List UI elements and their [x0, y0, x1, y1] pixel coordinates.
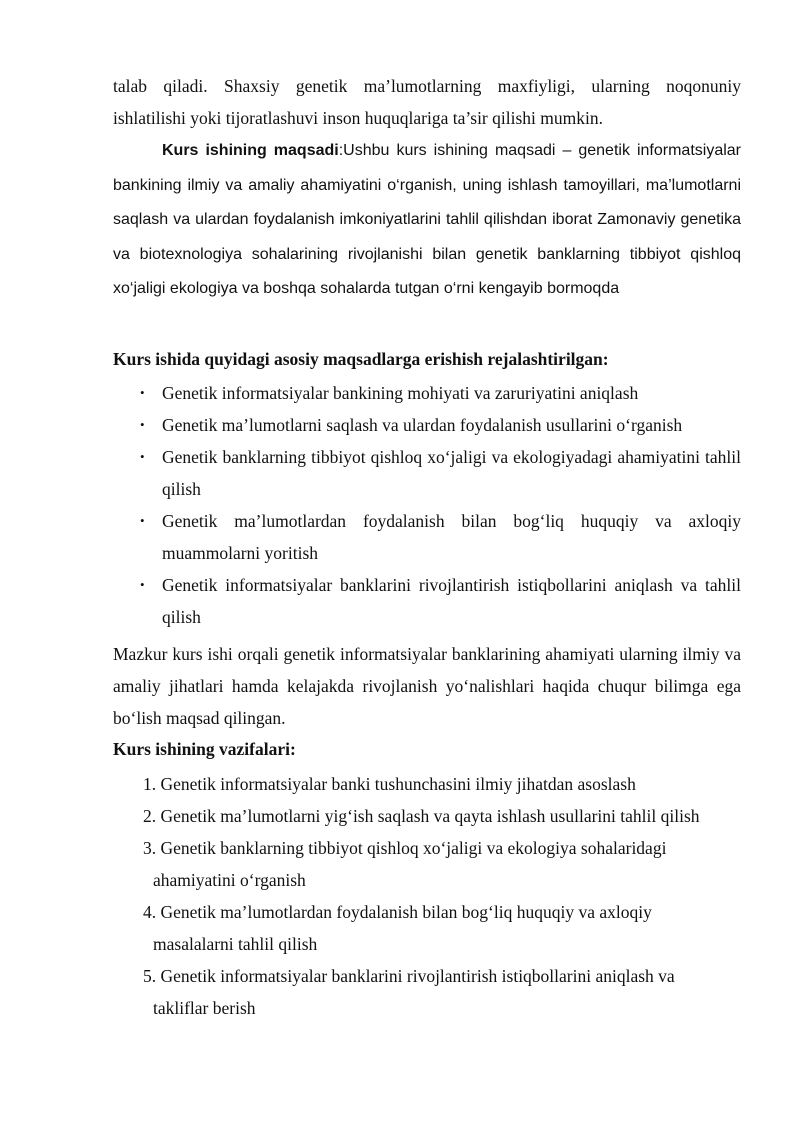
bullet-icon: • — [140, 577, 145, 592]
list-item: • Genetik banklarning tibbiyot qishloq xo‘jaligi va ekologiyadagi ahamiyatini tahlil qilish — [113, 441, 741, 505]
bullet-icon: • — [140, 385, 145, 400]
summary-paragraph: Mazkur kurs ishi orqali genetik informatsiyalar banklarining ahamiyati ularning ilmiy va amaliy jihatlari hamda kelajakda rivojlanish yo‘nalishlari haqida chuqur bilimga ega bo‘lish maqsad qilingan. — [113, 644, 741, 728]
list-item: • Genetik ma’lumotlardan foydalanish bilan bog‘liq huquqiy va axloqiy muammolarni yoritish — [113, 505, 741, 569]
top-paragraph-line-2: ishlatilishi yoki tijoratlashuvi inson huquqlariga ta’sir qilishi mumkin. — [113, 108, 603, 128]
top-paragraph-line-1: talab qiladi. Shaxsiy genetik ma’lumotlarning maxfiyligi, ularning noqonuniy — [113, 76, 741, 96]
goals-list — [113, 377, 741, 633]
list-item: 2. Genetik ma’lumotlarni yig‘ish saqlash va qayta ishlash usullarini tahlil qilish — [143, 806, 700, 826]
goal-label: Kurs ishining maqsadi — [162, 142, 339, 159]
bullet-icon: • — [140, 417, 145, 432]
bullet-icon: • — [140, 449, 145, 464]
list-item: 5. Genetik informatsiyalar banklarini rivojlantirish istiqbollarini aniqlash va takliflar berish — [143, 966, 675, 1018]
list-item: • Genetik informatsiyalar banklarini rivojlantirish istiqbollarini aniqlash va tahlil qilish — [113, 569, 741, 633]
tasks-heading: Kurs ishining vazifalari: — [113, 739, 296, 759]
list-item: 1. Genetik informatsiyalar banki tushunchasini ilmiy jihatdan asoslash — [143, 774, 636, 794]
goals-heading: Kurs ishida quyidagi asosiy maqsadlarga erishish rejalashtirilgan: — [113, 349, 609, 369]
list-item: • Genetik ma’lumotlarni saqlash va ulardan foydalanish usullarini o‘rganish — [113, 409, 741, 441]
goal-text: :Ushbu kurs ishining maqsadi – genetik informatsiyalar bankining ilmiy va amaliy ahamiyatini o‘rganish, uning ishlash tamoyillari, ma’lumotlarni saqlash va ulardan foydalanish imkoniyatlarini tahlil qilishdan iborat Zamonaviy genetika va biotexnologiya sohalarining rivojlanishi bilan genetik banklarning tibbiyot qishloq xo‘jaligi ekologiya va boshqa sohalarda tutgan o‘rni kengayib bormoqda — [113, 142, 741, 297]
list-item: 4. Genetik ma’lumotlardan foydalanish bilan bog‘liq huquqiy va axloqiy masalalarni tahlil qilish — [143, 902, 652, 954]
tasks-list — [143, 768, 743, 1024]
bullet-icon: • — [140, 513, 145, 528]
goal-paragraph — [113, 134, 741, 307]
list-item: 3. Genetik banklarning tibbiyot qishloq xo‘jaligi va ekologiya sohalaridagi ahamiyatini o‘rganish — [143, 838, 667, 890]
list-item: • Genetik informatsiyalar bankining mohiyati va zaruriyatini aniqlash — [113, 377, 741, 409]
